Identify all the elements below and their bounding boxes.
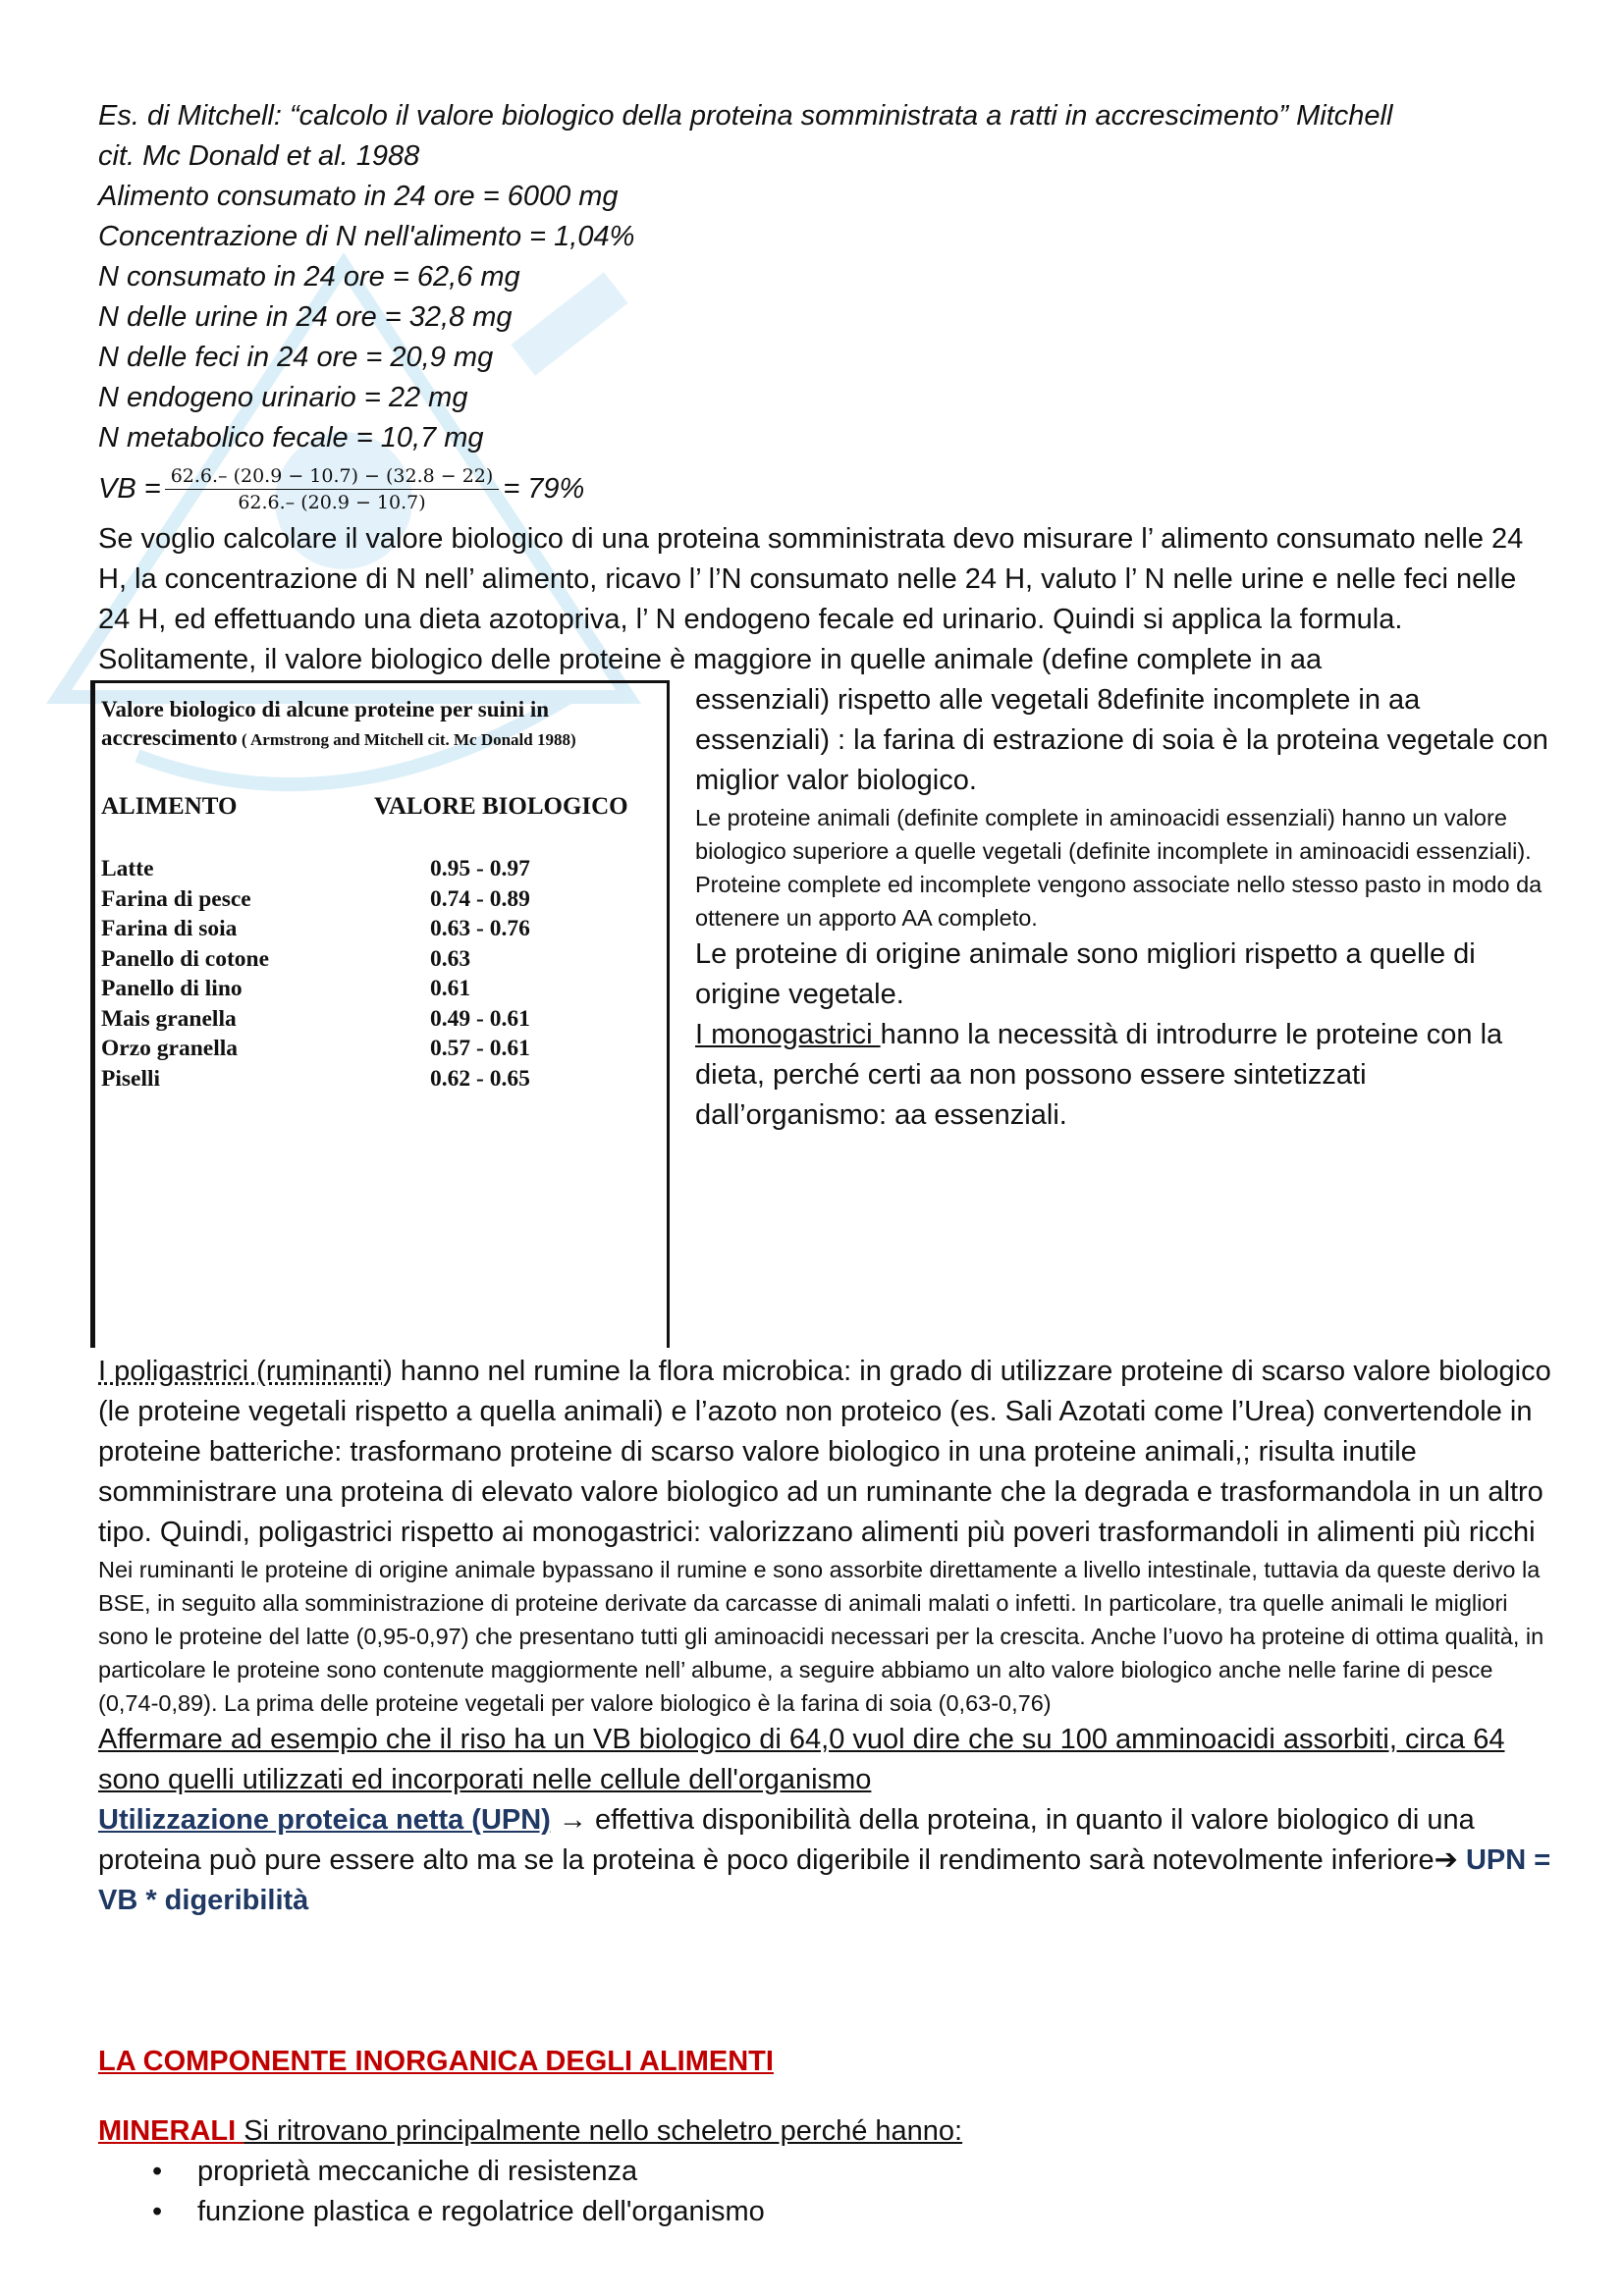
paragraph-riso: Affermare ad esempio che il riso ha un VB biologico di 64,0 vuol dire che su 100 amminoacidi assorbiti, circa 64 sono quelli utilizzati ed incorporati nelle cellule dell'organismo	[98, 1724, 1505, 1795]
formula-numerator: 62.6.– (20.9 − 10.7) − (32.8 − 22)	[165, 465, 500, 490]
table-row: Farina di soia 0.63 - 0.76	[101, 916, 530, 941]
vb-formula	[98, 458, 1551, 519]
example-line: N delle urine in 24 ore = 32,8 mg	[98, 301, 513, 333]
list-item: • funzione plastica e regolatrice dell'organismo	[98, 2192, 1551, 2232]
table-row: Piselli 0.62 - 0.65	[101, 1065, 530, 1092]
term-upn: Utilizzazione proteica netta (UPN)	[98, 1804, 551, 1836]
term-monogastrici: I monogastrici	[695, 1019, 881, 1050]
table-row: Farina di pesce 0.74 - 0.89	[101, 885, 530, 912]
example-line: N delle feci in 24 ore = 20,9 mg	[98, 342, 494, 373]
paragraph-upn: Utilizzazione proteica netta (UPN) → effettiva disponibilità della proteina, in quanto il valore biologico di una proteina può pure essere alto ma se la proteina è poco digeribile il rendimento sarà notevolmente inferiore➔ UPN = VB * digeribilità	[98, 1804, 1551, 1916]
paragraph-solitamente-2: essenziali) rispetto alle vegetali 8definite incomplete in aa essenziali) : la farina di estrazione di soia è la proteina vegetale con miglior valor biologico.	[695, 684, 1548, 796]
table-title: Valore biologico di alcune proteine per suini in accrescimento ( Armstrong and Mitchell cit. Mc Donald 1988)	[101, 697, 576, 750]
bullet-icon: •	[152, 2196, 163, 2227]
formula-fraction	[165, 465, 500, 513]
paragraph-ruminanti: Nei ruminanti le proteine di origine animale bypassano il rumine e sono assorbite direttamente a livello intestinale, tuttavia da queste derivo la BSE, in seguito alla somministrazione di proteine derivate da carcasse di animali malati o infetti. In particolare, tra quelle animali le migliori sono le proteine del latte (0,95-0,97) che presentano tutti gli aminoacidi necessari per la crescita. Anche l’uovo ha proteine di ottima qualità, in particolare le proteine sono contenute maggiormente nell’ albume, a seguire abbiamo un alto valore biologico anche nelle farine di pesce (0,74-0,89). La prima delle proteine vegetali per valore biologico è la farina di soia (0,63-0,76)	[98, 1557, 1544, 1716]
section-heading: LA COMPONENTE INORGANICA DEGLI ALIMENTI	[98, 2046, 774, 2077]
example-title: Es. di Mitchell: “calcolo il valore biologico della proteina somministrata a ratti in accrescimento” Mitchell cit. Mc Donald et al. 1988	[98, 100, 1393, 172]
header-value: VALORE BIOLOGICO	[374, 793, 628, 820]
list-item: • proprietà meccaniche di resistenza	[98, 2152, 1551, 2192]
paragraph-small-1: Le proteine animali (definite complete in aminoacidi essenziali) hanno un valore biologico superiore a quelle vegetali (definite incomplete in aminoacidi essenziali).	[695, 805, 1532, 864]
table-row: Orzo granella 0.57 - 0.61	[101, 1036, 530, 1061]
paragraph-monogastrici: I monogastrici hanno la necessità di introdurre le proteine con la dieta, perché certi aa non possono essere sintetizzati dall’organismo: aa essenziali.	[695, 1019, 1503, 1131]
example-line: N consumato in 24 ore = 62,6 mg	[98, 261, 520, 293]
paragraph-poligastrici: I poligastrici (ruminanti) hanno nel rumine la flora microbica: in grado di utilizzare proteine di scarso valore biologico (le proteine vegetali rispetto a quella animali) e l’azoto non proteico (es. Sali Azotati come l’Urea) convertendole in proteine batteriche: trasformano proteine di scarso valore biologico in una proteine animali,; risulta inutile somministrare una proteina di elevato valore biologico ad un ruminante che la degrada e trasformandola in un altro tipo. Quindi, poligastrici rispetto ai monogastrici: valorizzano alimenti più poveri trasformandoli in alimenti più ricchi	[98, 1356, 1551, 1548]
paragraph-animal-better: Le proteine di origine animale sono migliori rispetto a quelle di origine vegetale.	[695, 938, 1476, 1010]
bullet-icon: •	[152, 2156, 163, 2187]
paragraph-small-2: Proteine complete ed incomplete vengono associate nello stesso pasto in modo da ottenere un apporto AA completo.	[695, 872, 1543, 931]
formula-denominator: 62.6.– (20.9 − 10.7)	[238, 491, 426, 513]
example-line: Concentrazione di N nell'alimento = 1,04%	[98, 221, 635, 252]
minerali-list	[98, 2152, 1551, 2232]
example-line: N endogeno urinario = 22 mg	[98, 382, 468, 413]
minerali-line: MINERALI Si ritrovano principalmente nello scheletro perché hanno:	[98, 2115, 963, 2147]
formula-lhs: VB =	[98, 472, 161, 505]
table-row: Latte 0.95 - 0.97	[101, 856, 530, 881]
arrow-icon: ➔	[1434, 1844, 1466, 1876]
example-values	[98, 177, 1551, 458]
biological-value-table	[90, 680, 670, 1348]
table-source: ( Armstrong and Mitchell cit. Mc Donald 1988)	[237, 730, 576, 749]
document-page	[98, 96, 1551, 2232]
example-line: N metabolico fecale = 10,7 mg	[98, 422, 484, 454]
paragraph-solitamente-1: Solitamente, il valore biologico delle proteine è maggiore in quelle animale (define complete in aa	[98, 644, 1323, 675]
table-row: Mais granella 0.49 - 0.61	[101, 1005, 530, 1032]
table-header	[101, 793, 657, 821]
table-row: Panello di cotone 0.63	[101, 945, 471, 972]
table-row: Panello di lino 0.61	[101, 976, 471, 1001]
upn-formula: UPN = VB * digeribilità	[98, 1844, 1551, 1916]
formula-result: = 79%	[503, 472, 585, 505]
term-poligastrici: I poligastrici (ruminanti)	[98, 1356, 393, 1387]
table-body	[101, 854, 657, 1094]
term-minerali: MINERALI	[98, 2115, 244, 2147]
example-line: Alimento consumato in 24 ore = 6000 mg	[98, 181, 619, 212]
paragraph-calc: Se voglio calcolare il valore biologico di una proteina somministrata devo misurare l’ alimento consumato nelle 24 H, la concentrazione di N nell’ alimento, ricavo l’ l’N consumato nelle 24 H, valuto l’ N nelle urine e nelle feci nelle 24 H, ed effettuando una dieta azotopriva, l’ N endogeno fecale ed urinario. Quindi si applica la formula.	[98, 523, 1524, 635]
header-food: ALIMENTO	[101, 793, 238, 820]
